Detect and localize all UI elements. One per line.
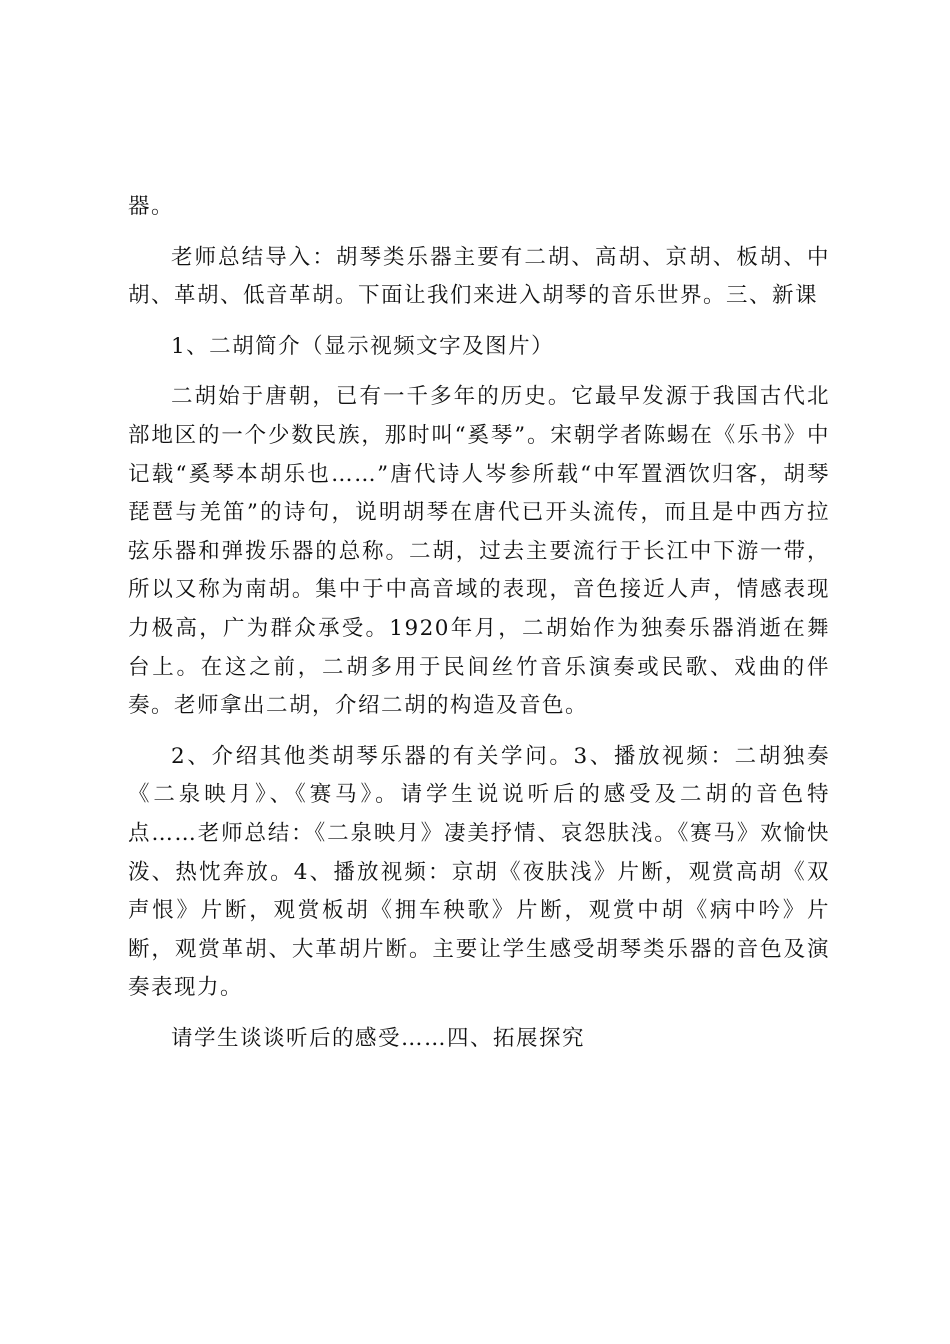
paragraph-section-heading: 1、二胡简介（显示视频文字及图片） [171,333,555,359]
paragraph-student-feedback: 请学生谈谈听后的感受……四、拓展探究 [171,1025,586,1051]
paragraph-erhu-history: 二胡始于唐朝，已有一千多年的历史。它最早发源于我国古代北部地区的一个少数民族，那时叫“奚琴”。宋朝学者陈蜴在《乐书》中记载“奚琴本胡乐也……”唐代诗人岑参所载“中军置酒饮归客，胡琴琵琶与羌笛”的诗句，说明胡琴在唐代已开头流传，而且是中西方拉弦乐器和弹拨乐器的总称。二胡，过去主要流行于长江中下游一带，所以又称为南胡。集中于中高音域的表现，音色接近人声，情感表现力极高，广为群众承受。1920年月，二胡始作为独奏乐器消逝在舞台上。在这之前，二胡多用于民间丝竹音乐演奏或民歌、戏曲的伴奏。老师拿出二胡，介绍二胡的构造及音色。 [128,384,830,719]
paragraph-other-instruments: 2、介绍其他类胡琴乐器的有关学问。3、播放视频：二胡独奏《二泉映月》、《赛马》。请学生说说听后的感受及二胡的音色特点……老师总结：《二泉映月》凄美抒情、哀怨肤浅。《赛马》欢愉快泼、热忱奔放。4、播放视频：京胡《夜肤浅》片断，观赏高胡《双声恨》片断，观赏板胡《拥车秧歌》片断，观赏中胡《病中吟》片断，观赏革胡、大革胡片断。主要让学生感受胡琴类乐器的音色及演奏表现力。 [128,743,830,1001]
document-body [128,188,830,1070]
paragraph-continuation: 器。 [128,194,175,219]
paragraph-intro-summary: 老师总结导入：胡琴类乐器主要有二胡、高胡、京胡、板胡、中胡、革胡、低音革胡。下面让我们来进入胡琴的音乐世界。三、新课 [128,244,830,309]
